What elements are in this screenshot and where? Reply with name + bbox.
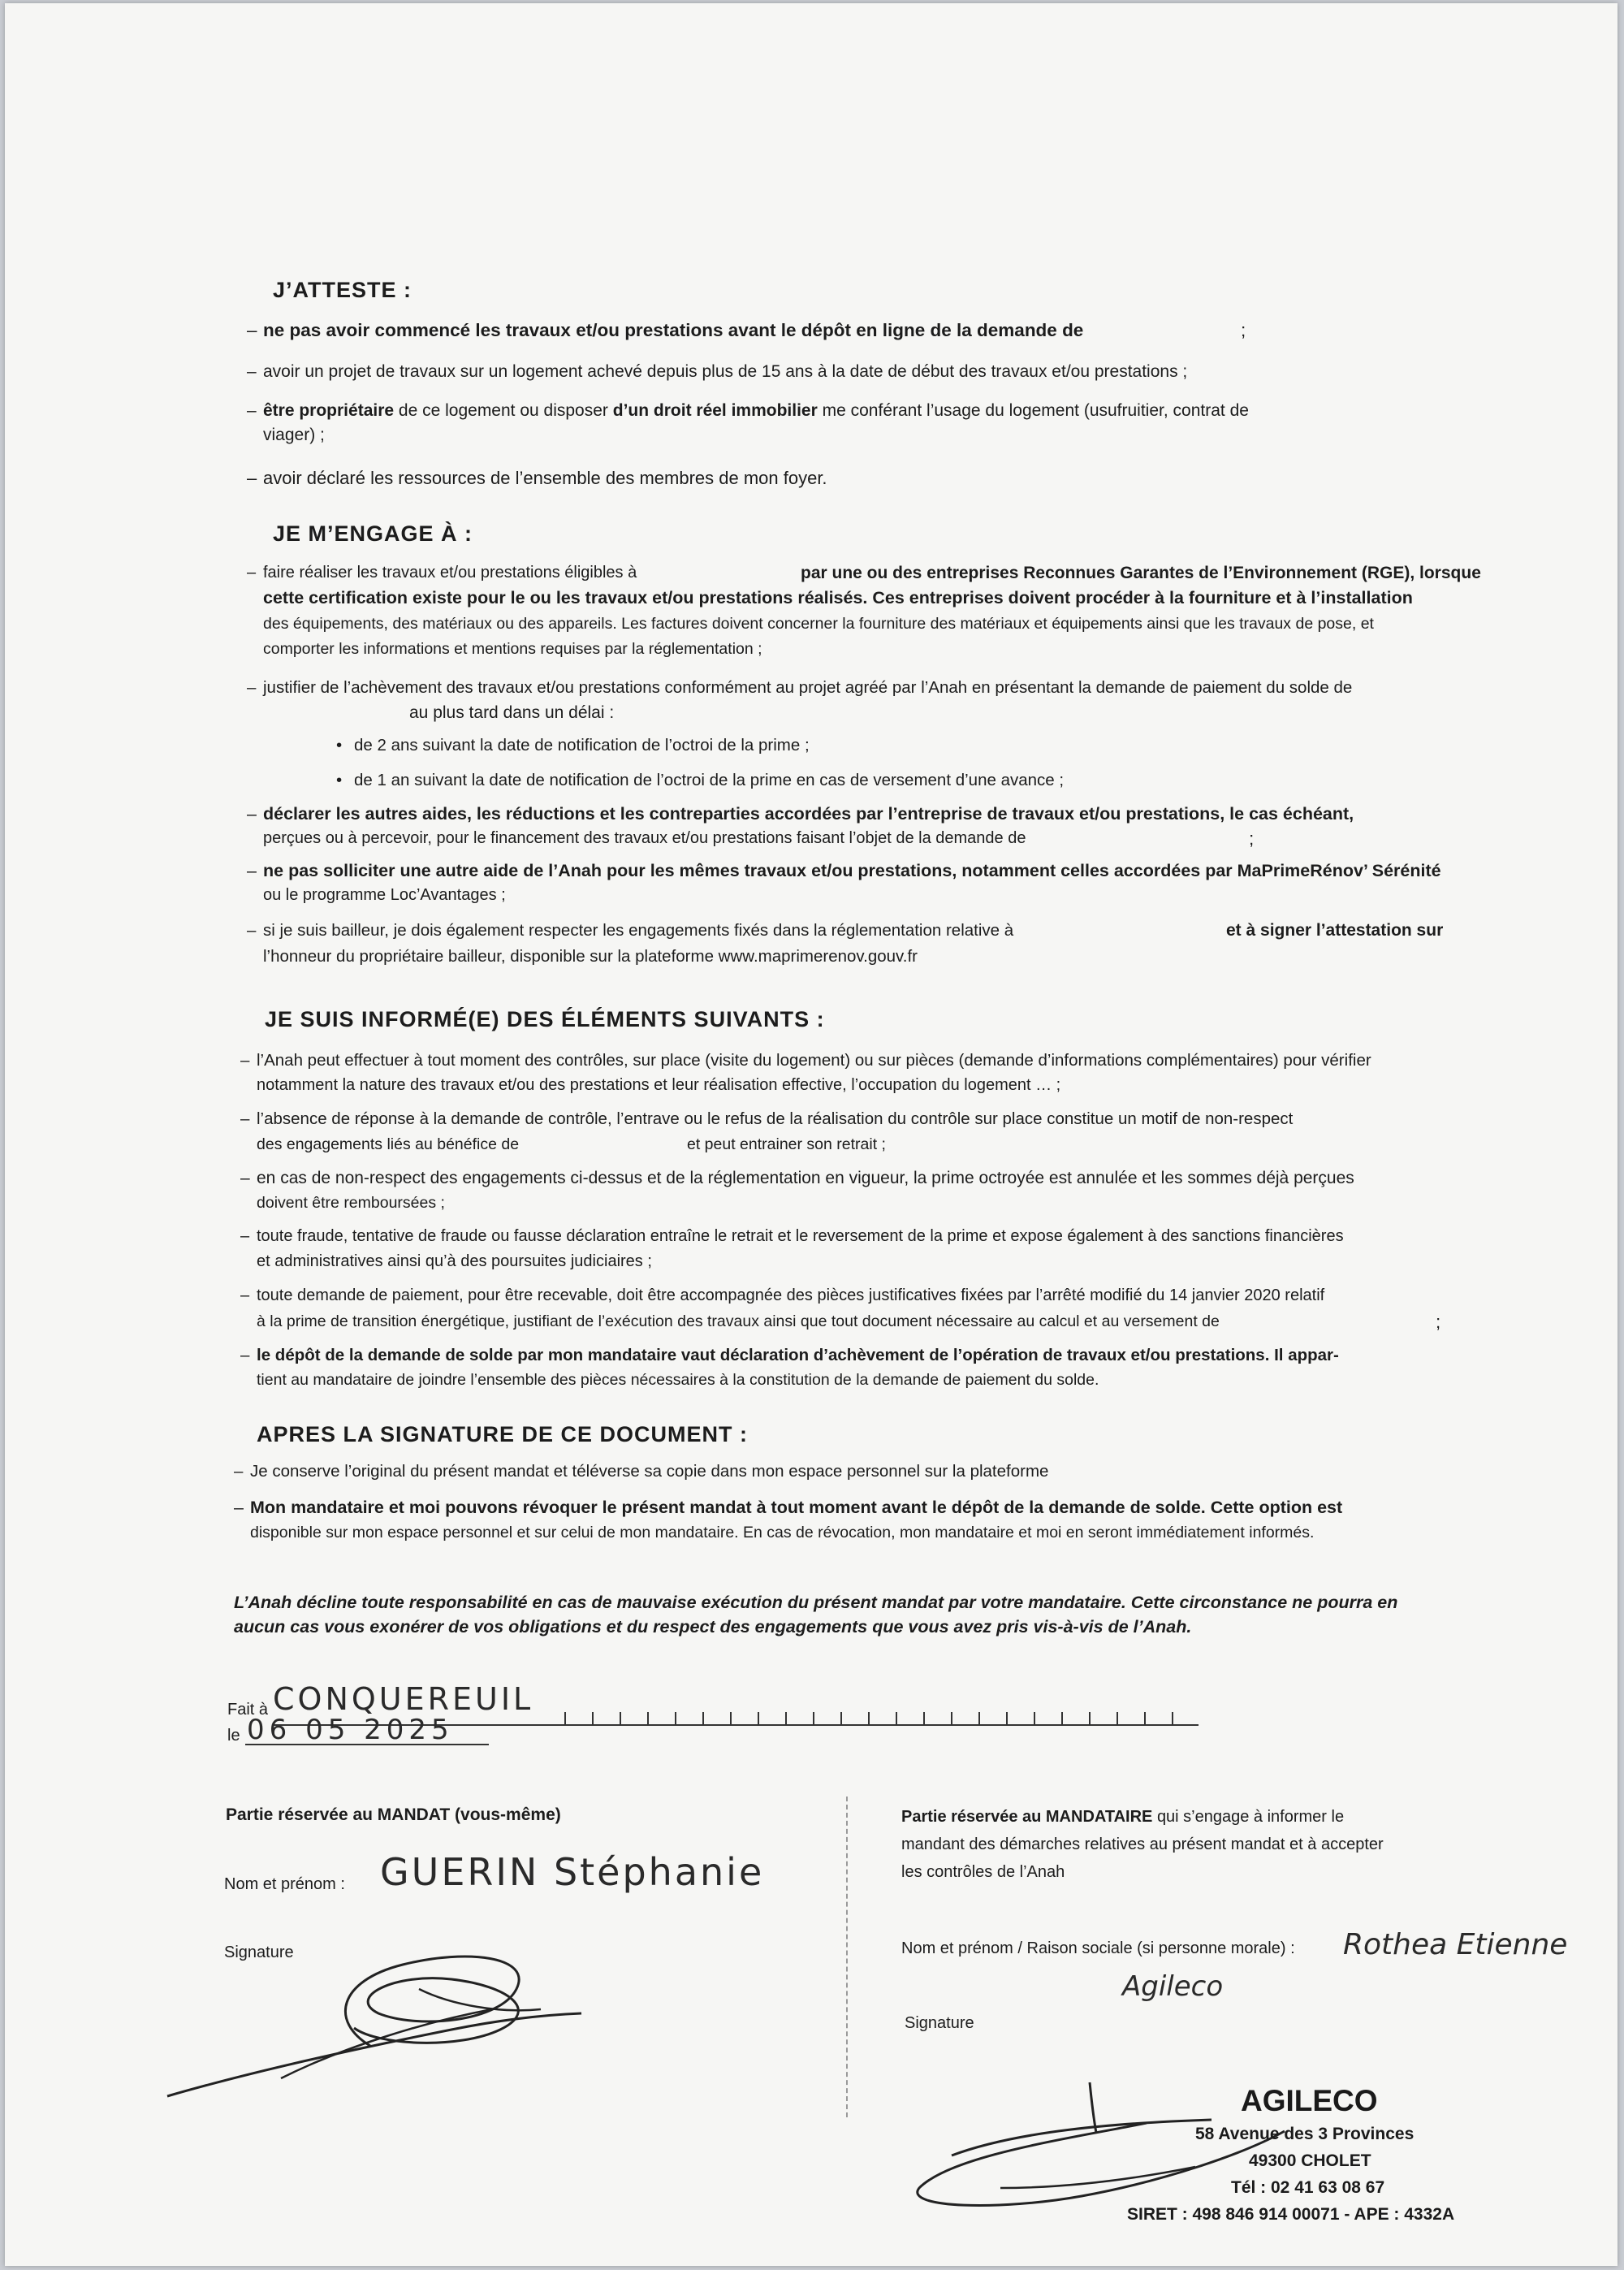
stamp-company: AGILECO	[1241, 2084, 1378, 2117]
engage-item-3-end: ;	[1249, 828, 1255, 849]
informe-item-5-line2: à la prime de transition énergétique, justifiant de l’exécution des travaux ainsi que tout document nécessaire au calcul et au versement de	[257, 1312, 1220, 1330]
engage-item-1-b-text: par une ou des entreprises Reconnues Garantes de l’Environnement (RGE), lorsque	[801, 564, 1481, 582]
informe-item-2-line2b: et peut entrainer son retrait ;	[687, 1135, 886, 1153]
apres-item-2-text: Mon mandataire et moi pouvons révoquer le présent mandat à tout moment avant le dépôt de la demande de solde. Cette option est	[250, 1498, 1343, 1517]
engage-item-2-line2: au plus tard dans un délai :	[409, 703, 615, 722]
stamp-phone: Tél : 02 41 63 08 67	[1231, 2178, 1385, 2197]
engage-bullet-1-text: de 2 ans suivant la date de notification de l’octroi de la prime ;	[354, 736, 810, 755]
mandataire-title-rest: qui s’engage à informer le	[1156, 1808, 1345, 1826]
mandataire-signature-label: Signature	[905, 2014, 974, 2032]
informe-item-1-line2: notamment la nature des travaux et/ou des prestations et leur réalisation effective, l’occupation du logement … ;	[257, 1076, 1061, 1094]
attest-item-3-rest: de ce logement ou disposer	[398, 401, 608, 420]
engage-item-1: – faire réaliser les travaux et/ou prestations éligibles à	[247, 564, 637, 582]
engage-item-5: – si je suis bailleur, je dois également respecter les engagements fixés dans la réglementation relative à	[247, 921, 1014, 940]
informe-item-2: – l’absence de réponse à la demande de contrôle, l’entrave ou le refus de la réalisation du contrôle sur place constitue un motif de non-respect	[240, 1109, 1294, 1128]
informe-item-2-text: l’absence de réponse à la demande de contrôle, l’entrave ou le refus de la réalisation du contrôle sur place constitue un motif de non-respect	[257, 1109, 1294, 1128]
engage-item-2-text: justifier de l’achèvement des travaux et/ou prestations conformément au projet agréé par l’Anah en présentant la demande de paiement du solde de	[263, 678, 1353, 697]
informe-item-3-line2: doivent être remboursées ;	[257, 1194, 445, 1212]
apres-item-1-text: Je conserve l’original du présent mandat et téléverse sa copie dans mon espace personnel sur la plateforme	[250, 1462, 1049, 1481]
informe-item-5-end: ;	[1436, 1312, 1441, 1332]
section-title-apres: APRES LA SIGNATURE DE CE DOCUMENT :	[257, 1422, 749, 1446]
mandant-name-value: GUERIN Stéphanie	[380, 1850, 765, 1894]
mandataire-title-bold: Partie réservée au MANDATAIRE	[901, 1808, 1153, 1826]
informe-item-1-text: l’Anah peut effectuer à tout moment des contrôles, sur place (visite du logement) ou sur pièces (demande d’informations complémentaires) pour vérifier	[257, 1051, 1371, 1070]
engage-item-4-text: ne pas solliciter une autre aide de l’Anah pour les mêmes travaux et/ou prestations, notamment celles accordées par MaPrimeRénov’ Sérénité	[263, 861, 1441, 880]
engage-bullet-1: • de 2 ans suivant la date de notification de l’octroi de la prime ;	[336, 736, 810, 755]
attest-item-4: – avoir déclaré les ressources de l’ensemble des membres de mon foyer.	[247, 468, 827, 488]
stamp-siret: SIRET : 498 846 914 00071 - APE : 4332A	[1127, 2205, 1455, 2224]
informe-item-2-line2a: des engagements liés au bénéfice de	[257, 1135, 520, 1153]
stamp-city: 49300 CHOLET	[1249, 2151, 1371, 2170]
section-title-engage: JE M’ENGAGE À :	[273, 521, 473, 546]
informe-item-1: – l’Anah peut effectuer à tout moment des contrôles, sur place (visite du logement) ou sur pièces (demande d’informations complémentaires) pour vérifier	[240, 1051, 1371, 1070]
mandant-title: Partie réservée au MANDAT (vous-même)	[226, 1805, 561, 1824]
engage-item-1-line2	[263, 585, 1413, 612]
engage-item-5-b	[1226, 917, 1443, 944]
attest-item-3-line2: viager) ;	[263, 426, 325, 444]
mandant-signature-label: Signature	[224, 1944, 294, 1961]
informe-item-6: – le dépôt de la demande de solde par mon mandataire vaut déclaration d’achèvement de l’opération de travaux et/ou prestations. Il appar-	[240, 1346, 1339, 1364]
engage-item-5-b-text: et à signer l’attestation sur	[1226, 921, 1444, 940]
date-value: 06 05 2025	[247, 1714, 454, 1746]
attest-item-3: – être propriétaire de ce logement ou disposer d’un droit réel immobilier me conférant l’usage du logement (usufruitier, contrat de	[247, 401, 1249, 420]
stamp-address: 58 Avenue des 3 Provinces	[1195, 2125, 1415, 2143]
mandataire-name-label: Nom et prénom / Raison sociale (si personne morale) :	[901, 1939, 1295, 1957]
apres-item-2: – Mon mandataire et moi pouvons révoquer le présent mandat à tout moment avant le dépôt de la demande de solde. Cette option est	[234, 1498, 1343, 1517]
engage-item-1-line2-text: cette certification existe pour le ou les travaux et/ou prestations réalisés. Ces entreprises doivent procéder à la fourniture et à l’installation	[263, 588, 1413, 607]
informe-item-3-text: en cas de non-respect des engagements ci-dessus et de la réglementation en vigueur, la prime octroyée est annulée et les sommes déjà perçues	[257, 1169, 1354, 1187]
mandataire-name-value-2: Agileco	[1122, 1970, 1224, 2003]
engage-item-1-b	[801, 560, 1481, 586]
engage-item-1-line3: des équipements, des matériaux ou des appareils. Les factures doivent concerner la fourniture des matériaux et équipements ainsi que les travaux de pose, et	[263, 615, 1374, 633]
date-boxes	[245, 1719, 505, 1748]
informe-item-3: – en cas de non-respect des engagements ci-dessus et de la réglementation en vigueur, la prime octroyée est annulée et les sommes déjà perçues	[240, 1169, 1354, 1187]
engage-item-4: – ne pas solliciter une autre aide de l’Anah pour les mêmes travaux et/ou prestations, notamment celles accordées par MaPrimeRénov’ Sérénité	[247, 861, 1441, 880]
attest-item-1-end: ;	[1241, 320, 1246, 340]
disclaimer-line-1: L’Anah décline toute responsabilité en cas de mauvaise exécution du présent mandat par votre mandataire. Cette circonstance ne pourra en	[234, 1593, 1398, 1612]
column-divider	[846, 1797, 848, 2117]
attest-item-1: – ne pas avoir commencé les travaux et/ou prestations avant le dépôt en ligne de la demande de	[247, 320, 1084, 340]
attest-item-1-text: ne pas avoir commencé les travaux et/ou prestations avant le dépôt en ligne de la demande de	[263, 320, 1084, 340]
fait-label: Fait à	[227, 1701, 269, 1719]
mandataire-name-value-1: Rothea Etienne	[1343, 1928, 1568, 1961]
attest-item-2-text: avoir un projet de travaux sur un logement achevé depuis plus de 15 ans à la date de début des travaux et/ou prestations ;	[263, 362, 1188, 381]
mandataire-title-line-1	[901, 1808, 1344, 1827]
mandataire-title-line-2: mandant des démarches relatives au présent mandat et à accepter	[901, 1835, 1384, 1853]
attest-item-3-bold2: d’un droit réel immobilier	[612, 401, 818, 420]
attest-item-4-text: avoir déclaré les ressources de l’ensemble des membres de mon foyer.	[263, 468, 827, 488]
engage-bullet-2: • de 1 an suivant la date de notification de l’octroi de la prime en cas de versement d’une avance ;	[336, 771, 1065, 789]
informe-item-4-line2: et administratives ainsi qu’à des poursuites judiciaires ;	[257, 1252, 652, 1270]
apres-item-2-line2: disponible sur mon espace personnel et sur celui de mon mandataire. En cas de révocation, mon mandataire et moi en seront immédiatement informés.	[250, 1524, 1315, 1541]
apres-item-1: – Je conserve l’original du présent mandat et téléverse sa copie dans mon espace personnel sur la plateforme	[234, 1462, 1049, 1481]
engage-bullet-2-text: de 1 an suivant la date de notification de l’octroi de la prime en cas de versement d’une avance ;	[354, 771, 1065, 789]
section-title-attest: J’ATTESTE :	[273, 278, 412, 302]
engage-item-3-text: déclarer les autres aides, les réductions et les contreparties accordées par l’entreprise de travaux et/ou prestations, le cas échéant,	[263, 804, 1354, 824]
informe-item-6-text: le dépôt de la demande de solde par mon mandataire vaut déclaration d’achèvement de l’opération de travaux et/ou prestations. Il appar-	[257, 1346, 1339, 1364]
engage-item-5-line2: l’honneur du propriétaire bailleur, disponible sur la plateforme www.maprimerenov.gouv.fr	[263, 947, 918, 966]
attest-item-2: – avoir un projet de travaux sur un logement achevé depuis plus de 15 ans à la date de début des travaux et/ou prestations ;	[247, 362, 1188, 381]
fait-comb-ticks	[557, 1709, 1207, 1727]
le-label: le	[227, 1727, 240, 1745]
engage-item-3-line2: perçues ou à percevoir, pour le financement des travaux et/ou prestations faisant l’objet de la demande de	[263, 829, 1026, 847]
fait-value: CONQUEREUIL	[273, 1681, 534, 1717]
engage-item-5-a: si je suis bailleur, je dois également respecter les engagements fixés dans la réglementation relative à	[263, 921, 1014, 940]
mandataire-title-line-3: les contrôles de l’Anah	[901, 1863, 1065, 1881]
attest-item-3-bold: être propriétaire	[263, 401, 395, 420]
engage-item-2: – justifier de l’achèvement des travaux et/ou prestations conformément au projet agréé par l’Anah en présentant la demande de paiement du solde de	[247, 678, 1353, 697]
engage-item-1-a: faire réaliser les travaux et/ou prestations éligibles à	[263, 564, 637, 582]
informe-item-6-line2: tient au mandataire de joindre l’ensemble des pièces nécessaires à la constitution de la demande de paiement du solde.	[257, 1371, 1099, 1389]
mandant-signature	[159, 1932, 646, 2111]
disclaimer-line-2: aucun cas vous exonérer de vos obligations et du respect des engagements que vous avez pris vis-à-vis de l’Anah.	[234, 1617, 1192, 1637]
engage-item-1-line4: comporter les informations et mentions requises par la réglementation ;	[263, 640, 762, 658]
informe-item-4-text: toute fraude, tentative de fraude ou fausse déclaration entraîne le retrait et le reversement de la prime et expose également à des sanctions financières	[257, 1227, 1344, 1245]
mandant-name-label: Nom et prénom :	[224, 1875, 345, 1893]
section-title-informe: JE SUIS INFORMÉ(E) DES ÉLÉMENTS SUIVANTS :	[265, 1007, 825, 1031]
engage-item-4-line2: ou le programme Loc’Avantages ;	[263, 886, 506, 904]
attest-item-3-rest2: me conférant l’usage du logement (usufruitier, contrat de	[822, 401, 1249, 420]
informe-item-5: – toute demande de paiement, pour être recevable, doit être accompagnée des pièces justificatives fixées par l’arrêté modifié du 14 janvier 2020 relatif	[240, 1286, 1325, 1304]
document-page	[5, 3, 1618, 2266]
informe-item-5-text: toute demande de paiement, pour être recevable, doit être accompagnée des pièces justificatives fixées par l’arrêté modifié du 14 janvier 2020 relatif	[257, 1286, 1325, 1304]
informe-item-4: – toute fraude, tentative de fraude ou fausse déclaration entraîne le retrait et le reversement de la prime et expose également à des sanctions financières	[240, 1227, 1344, 1245]
engage-item-3: – déclarer les autres aides, les réductions et les contreparties accordées par l’entreprise de travaux et/ou prestations, le cas échéant,	[247, 804, 1354, 824]
